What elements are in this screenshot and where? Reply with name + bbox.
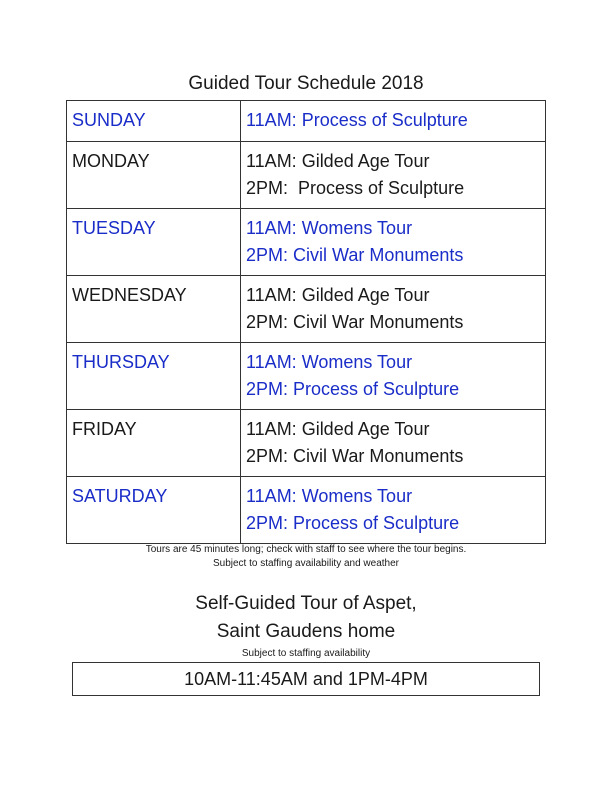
- tour-entry: 11AM: Womens Tour: [246, 352, 413, 372]
- staffing-weather-note: Subject to staffing availability and weather: [212, 558, 400, 569]
- schedule-row-friday: [67, 410, 546, 477]
- tour-entry: 2PM: Civil War Monuments: [246, 312, 464, 332]
- day-label: MONDAY: [67, 142, 241, 209]
- tour-cell: [241, 477, 546, 544]
- tour-cell: [241, 209, 546, 276]
- schedule-row-tuesday: [67, 209, 546, 276]
- schedule-row-sunday: [67, 101, 546, 142]
- schedule-row-monday: [67, 142, 546, 209]
- schedule-row-wednesday: [67, 276, 546, 343]
- tour-cell: [241, 101, 546, 142]
- staffing-note: Subject to staffing availability: [241, 648, 371, 659]
- tour-schedule-table: [66, 100, 546, 544]
- day-label: THURSDAY: [67, 343, 241, 410]
- self-guided-title-line2: Saint Gaudens home: [216, 621, 396, 642]
- tour-duration-note: Tours are 45 minutes long; check with staff to see where the tour begins.: [145, 544, 467, 555]
- tour-entry: 2PM: Civil War Monuments: [246, 446, 464, 466]
- page-title: Guided Tour Schedule 2018: [188, 73, 424, 94]
- schedule-row-saturday: [67, 477, 546, 544]
- tour-entry: 11AM: Gilded Age Tour: [246, 151, 430, 171]
- tour-entry: 2PM: Process of Sculpture: [246, 178, 465, 198]
- day-label: SATURDAY: [67, 477, 241, 544]
- tour-cell: [241, 142, 546, 209]
- tour-entry: 2PM: Process of Sculpture: [246, 513, 460, 533]
- tour-entry: 11AM: Process of Sculpture: [246, 110, 468, 130]
- tour-cell: [241, 343, 546, 410]
- tour-entry: 11AM: Gilded Age Tour: [246, 285, 430, 305]
- tour-cell: [241, 410, 546, 477]
- tour-entry: 2PM: Civil War Monuments: [246, 245, 464, 265]
- tour-entry: 11AM: Gilded Age Tour: [246, 419, 430, 439]
- day-label: WEDNESDAY: [67, 276, 241, 343]
- tour-entry: 11AM: Womens Tour: [246, 486, 413, 506]
- schedule-row-thursday: [67, 343, 546, 410]
- day-label: TUESDAY: [67, 209, 241, 276]
- tour-entry: 11AM: Womens Tour: [246, 218, 413, 238]
- tour-cell: [241, 276, 546, 343]
- day-label: SUNDAY: [67, 101, 241, 142]
- tour-entry: 2PM: Process of Sculpture: [246, 379, 460, 399]
- day-label: FRIDAY: [67, 410, 241, 477]
- self-guided-hours: 10AM-11:45AM and 1PM-4PM: [72, 662, 540, 696]
- self-guided-title-line1: Self-Guided Tour of Aspet,: [195, 593, 417, 614]
